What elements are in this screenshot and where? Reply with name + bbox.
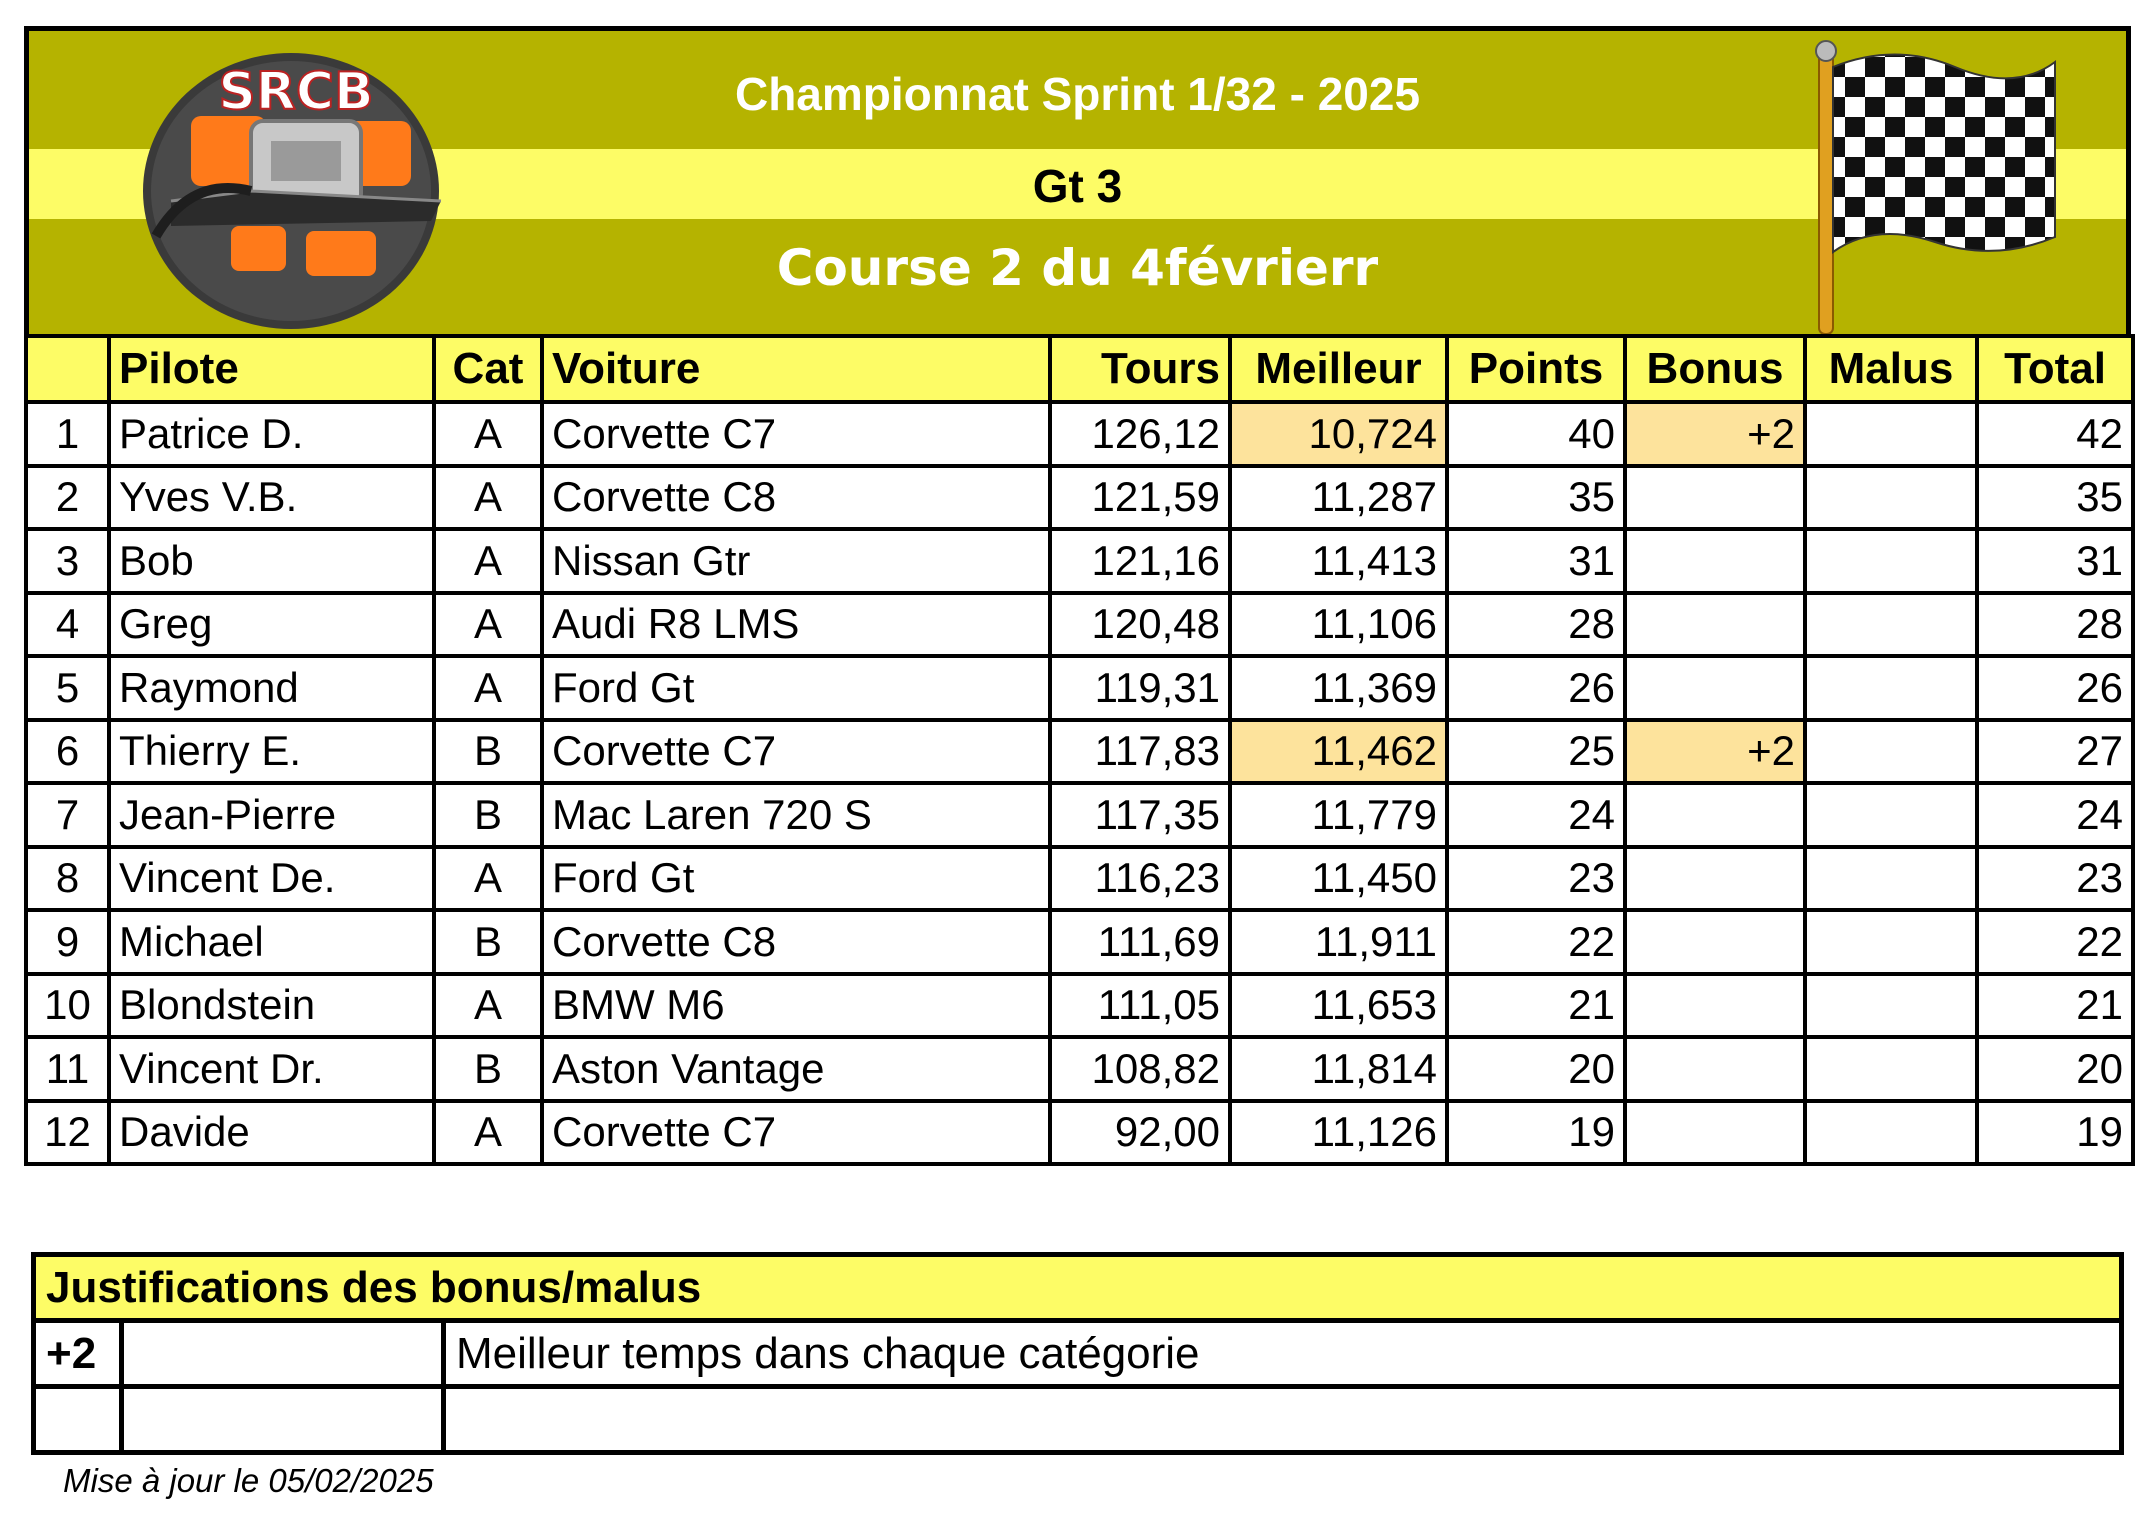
meilleur-cell: 11,287 (1230, 466, 1447, 530)
col-position-header (26, 336, 109, 402)
bonus-cell (1625, 974, 1805, 1038)
position-cell: 11 (26, 1037, 109, 1101)
malus-cell (1805, 720, 1977, 784)
col-voiture-header: Voiture (542, 336, 1050, 402)
points-cell: 28 (1447, 593, 1625, 657)
table-row (26, 402, 2133, 466)
points-cell: 21 (1447, 974, 1625, 1038)
points-cell: 23 (1447, 847, 1625, 911)
total-cell: 42 (1977, 402, 2133, 466)
total-cell: 31 (1977, 529, 2133, 593)
col-pilote-header: Pilote (109, 336, 434, 402)
cat-cell: A (434, 847, 542, 911)
bonus-cell: +2 (1625, 402, 1805, 466)
pilote-cell: Yves V.B. (109, 466, 434, 530)
bonus-cell (1625, 847, 1805, 911)
pilote-cell: Michael (109, 910, 434, 974)
meilleur-cell: 11,462 (1230, 720, 1447, 784)
bonus-cell (1625, 910, 1805, 974)
points-cell: 31 (1447, 529, 1625, 593)
malus-cell (1805, 783, 1977, 847)
total-cell: 22 (1977, 910, 2133, 974)
voiture-cell: Corvette C8 (542, 466, 1050, 530)
meilleur-cell: 10,724 (1230, 402, 1447, 466)
bonus-cell (1625, 466, 1805, 530)
total-cell: 26 (1977, 656, 2133, 720)
justification-extra (122, 1321, 444, 1387)
bonus-cell (1625, 783, 1805, 847)
meilleur-cell: 11,779 (1230, 783, 1447, 847)
cat-cell: A (434, 593, 542, 657)
cat-cell: A (434, 1101, 542, 1165)
tours-cell: 111,69 (1050, 910, 1230, 974)
header-banner (24, 26, 2131, 334)
bonus-cell: +2 (1625, 720, 1805, 784)
table-row (26, 720, 2133, 784)
pilote-cell: Vincent Dr. (109, 1037, 434, 1101)
tours-cell: 120,48 (1050, 593, 1230, 657)
table-header-row (26, 336, 2133, 402)
voiture-cell: Audi R8 LMS (542, 593, 1050, 657)
malus-cell (1805, 847, 1977, 911)
tours-cell: 116,23 (1050, 847, 1230, 911)
voiture-cell: Corvette C7 (542, 720, 1050, 784)
bonus-cell (1625, 656, 1805, 720)
meilleur-cell: 11,814 (1230, 1037, 1447, 1101)
total-cell: 24 (1977, 783, 2133, 847)
meilleur-cell: 11,450 (1230, 847, 1447, 911)
pilote-cell: Jean-Pierre (109, 783, 434, 847)
position-cell: 10 (26, 974, 109, 1038)
voiture-cell: Ford Gt (542, 656, 1050, 720)
voiture-cell: Ford Gt (542, 847, 1050, 911)
bonus-cell (1625, 1037, 1805, 1101)
table-row (26, 974, 2133, 1038)
cat-cell: B (434, 783, 542, 847)
cat-cell: B (434, 910, 542, 974)
meilleur-cell: 11,413 (1230, 529, 1447, 593)
position-cell: 1 (26, 402, 109, 466)
cat-cell: A (434, 466, 542, 530)
position-cell: 9 (26, 910, 109, 974)
justification-code (34, 1387, 122, 1453)
pilote-cell: Patrice D. (109, 402, 434, 466)
position-cell: 8 (26, 847, 109, 911)
voiture-cell: Corvette C7 (542, 402, 1050, 466)
malus-cell (1805, 1101, 1977, 1165)
total-cell: 28 (1977, 593, 2133, 657)
voiture-cell: BMW M6 (542, 974, 1050, 1038)
tours-cell: 119,31 (1050, 656, 1230, 720)
table-row (26, 1101, 2133, 1165)
justification-text (444, 1387, 2122, 1453)
col-meilleur-header: Meilleur (1230, 336, 1447, 402)
championship-title: Championnat Sprint 1/32 - 2025 (734, 68, 1421, 120)
bonus-cell (1625, 1101, 1805, 1165)
total-cell: 21 (1977, 974, 2133, 1038)
total-cell: 27 (1977, 720, 2133, 784)
justifications-table (31, 1252, 2124, 1455)
srcb-logo-icon (131, 41, 461, 331)
voiture-cell: Aston Vantage (542, 1037, 1050, 1101)
malus-cell (1805, 466, 1977, 530)
cat-cell: B (434, 720, 542, 784)
position-cell: 7 (26, 783, 109, 847)
tours-cell: 111,05 (1050, 974, 1230, 1038)
points-cell: 20 (1447, 1037, 1625, 1101)
position-cell: 4 (26, 593, 109, 657)
meilleur-cell: 11,369 (1230, 656, 1447, 720)
meilleur-cell: 11,653 (1230, 974, 1447, 1038)
justification-row (34, 1387, 2122, 1453)
position-cell: 6 (26, 720, 109, 784)
justification-extra (122, 1387, 444, 1453)
position-cell: 3 (26, 529, 109, 593)
table-row (26, 910, 2133, 974)
table-row (26, 847, 2133, 911)
results-table (24, 334, 2135, 1166)
justifications-title: Justifications des bonus/malus (34, 1255, 2122, 1321)
total-cell: 20 (1977, 1037, 2133, 1101)
table-row (26, 783, 2133, 847)
points-cell: 40 (1447, 402, 1625, 466)
points-cell: 19 (1447, 1101, 1625, 1165)
bonus-cell (1625, 529, 1805, 593)
last-updated-note: Mise à jour le 05/02/2025 (63, 1462, 434, 1499)
malus-cell (1805, 910, 1977, 974)
cat-cell: B (434, 1037, 542, 1101)
col-total-header: Total (1977, 336, 2133, 402)
table-row (26, 466, 2133, 530)
category-title: Gt 3 (1032, 160, 1123, 212)
pilote-cell: Thierry E. (109, 720, 434, 784)
cat-cell: A (434, 402, 542, 466)
pilote-cell: Blondstein (109, 974, 434, 1038)
col-points-header: Points (1447, 336, 1625, 402)
pilote-cell: Vincent De. (109, 847, 434, 911)
meilleur-cell: 11,126 (1230, 1101, 1447, 1165)
malus-cell (1805, 974, 1977, 1038)
points-cell: 22 (1447, 910, 1625, 974)
voiture-cell: Nissan Gtr (542, 529, 1050, 593)
position-cell: 2 (26, 466, 109, 530)
race-title: Course 2 du 4févrierr (776, 239, 1379, 297)
pilote-cell: Bob (109, 529, 434, 593)
voiture-cell: Mac Laren 720 S (542, 783, 1050, 847)
position-cell: 5 (26, 656, 109, 720)
checkered-flag-icon (1805, 37, 2075, 337)
voiture-cell: Corvette C7 (542, 1101, 1050, 1165)
table-row (26, 529, 2133, 593)
cat-cell: A (434, 974, 542, 1038)
meilleur-cell: 11,911 (1230, 910, 1447, 974)
bonus-cell (1625, 593, 1805, 657)
total-cell: 35 (1977, 466, 2133, 530)
points-cell: 25 (1447, 720, 1625, 784)
cat-cell: A (434, 656, 542, 720)
table-row (26, 656, 2133, 720)
points-cell: 24 (1447, 783, 1625, 847)
table-row (26, 1037, 2133, 1101)
justification-row (34, 1321, 2122, 1387)
col-tours-header: Tours (1050, 336, 1230, 402)
tours-cell: 117,83 (1050, 720, 1230, 784)
table-row (26, 593, 2133, 657)
justifications-header-row (34, 1255, 2122, 1321)
points-cell: 35 (1447, 466, 1625, 530)
pilote-cell: Greg (109, 593, 434, 657)
malus-cell (1805, 593, 1977, 657)
tours-cell: 92,00 (1050, 1101, 1230, 1165)
meilleur-cell: 11,106 (1230, 593, 1447, 657)
points-cell: 26 (1447, 656, 1625, 720)
total-cell: 23 (1977, 847, 2133, 911)
justification-text: Meilleur temps dans chaque catégorie (444, 1321, 2122, 1387)
svg-text:SRCB: SRCB (218, 62, 374, 122)
pilote-cell: Raymond (109, 656, 434, 720)
results-body (26, 402, 2133, 1164)
col-malus-header: Malus (1805, 336, 1977, 402)
pilote-cell: Davide (109, 1101, 434, 1165)
malus-cell (1805, 1037, 1977, 1101)
total-cell: 19 (1977, 1101, 2133, 1165)
position-cell: 12 (26, 1101, 109, 1165)
tours-cell: 117,35 (1050, 783, 1230, 847)
tours-cell: 121,59 (1050, 466, 1230, 530)
tours-cell: 121,16 (1050, 529, 1230, 593)
tours-cell: 126,12 (1050, 402, 1230, 466)
malus-cell (1805, 656, 1977, 720)
malus-cell (1805, 402, 1977, 466)
col-cat-header: Cat (434, 336, 542, 402)
col-bonus-header: Bonus (1625, 336, 1805, 402)
justification-code: +2 (34, 1321, 122, 1387)
cat-cell: A (434, 529, 542, 593)
malus-cell (1805, 529, 1977, 593)
tours-cell: 108,82 (1050, 1037, 1230, 1101)
voiture-cell: Corvette C8 (542, 910, 1050, 974)
